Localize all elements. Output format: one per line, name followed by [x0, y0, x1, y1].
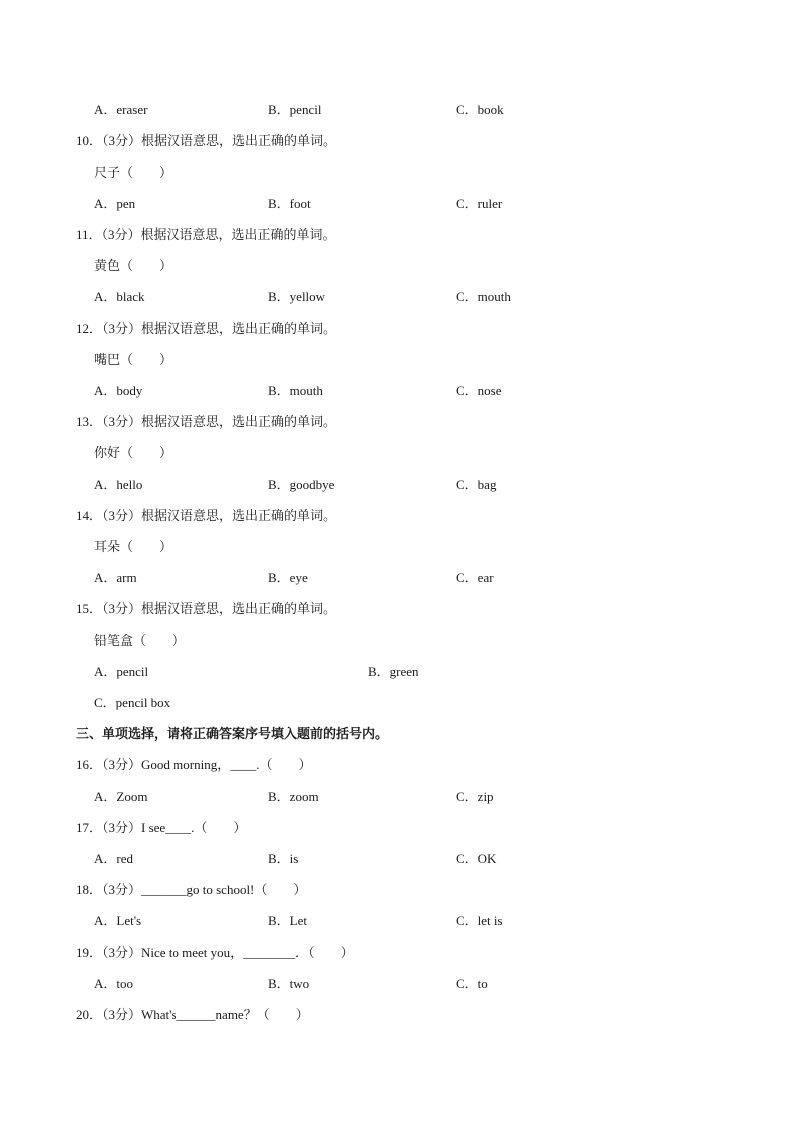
question-stem: 10．（3分）根据汉语意思，选出正确的单词。 — [76, 133, 337, 148]
question-prompt: 铅笔盒（ ） — [94, 633, 186, 648]
option-a: A．pen — [94, 196, 136, 211]
question-stem: 19．（3分）Nice to meet you，________．（ ） — [76, 945, 354, 960]
option-c: C．let is — [456, 913, 503, 928]
option-b: B．zoom — [268, 789, 319, 804]
option-a: A．too — [94, 976, 134, 991]
option-c: C．OK — [456, 851, 497, 866]
option-c: C．nose — [456, 383, 502, 398]
question-stem: 11．（3分）根据汉语意思，选出正确的单词。 — [76, 227, 336, 242]
option-a: A．red — [94, 851, 133, 866]
option-b: B．yellow — [268, 289, 326, 304]
question-prompt: 尺子（ ） — [94, 165, 173, 180]
question-prompt: 黄色（ ） — [94, 258, 173, 273]
option-b: B．green — [368, 664, 419, 679]
q9-option-b: B．pencil — [268, 102, 322, 117]
option-b: B．goodbye — [268, 477, 335, 492]
question-prompt: 你好（ ） — [94, 445, 173, 460]
option-c: C．mouth — [456, 289, 511, 304]
question-stem: 16．（3分）Good morning，____.（ ） — [76, 757, 312, 772]
q9-option-c: C．book — [456, 102, 504, 117]
option-a: A．black — [94, 289, 145, 304]
question-stem: 17．（3分）I see____.（ ） — [76, 820, 247, 835]
question-stem: 20．（3分）What's______name？（ ） — [76, 1007, 309, 1022]
option-a: A．body — [94, 383, 143, 398]
option-c: C．bag — [456, 477, 497, 492]
option-a: A．Zoom — [94, 789, 148, 804]
option-b: B．Let — [268, 913, 307, 928]
section-heading: 三、单项选择，请将正确答案序号填入题前的括号内。 — [76, 726, 389, 741]
question-prompt: 耳朵（ ） — [94, 539, 173, 554]
option-b: B．two — [268, 976, 310, 991]
option-b: B．is — [268, 851, 299, 866]
question-stem: 12．（3分）根据汉语意思，选出正确的单词。 — [76, 321, 337, 336]
question-stem: 13．（3分）根据汉语意思，选出正确的单词。 — [76, 414, 337, 429]
option-a: A．Let's — [94, 913, 142, 928]
option-c: C．to — [456, 976, 488, 991]
option-c: C．ear — [456, 570, 494, 585]
option-a: A．pencil — [94, 664, 149, 679]
question-stem: 18．（3分）_______go to school!（ ） — [76, 882, 307, 897]
option-b: B．mouth — [268, 383, 323, 398]
option-a: A．hello — [94, 477, 143, 492]
question-stem: 15．（3分）根据汉语意思，选出正确的单词。 — [76, 601, 337, 616]
option-c: C．pencil box — [94, 695, 171, 710]
question-prompt: 嘴巴（ ） — [94, 352, 173, 367]
option-c: C．zip — [456, 789, 494, 804]
q9-option-a: A．eraser — [94, 102, 148, 117]
option-b: B．foot — [268, 196, 311, 211]
option-b: B．eye — [268, 570, 308, 585]
option-c: C．ruler — [456, 196, 503, 211]
option-a: A．arm — [94, 570, 137, 585]
question-stem: 14．（3分）根据汉语意思，选出正确的单词。 — [76, 508, 337, 523]
